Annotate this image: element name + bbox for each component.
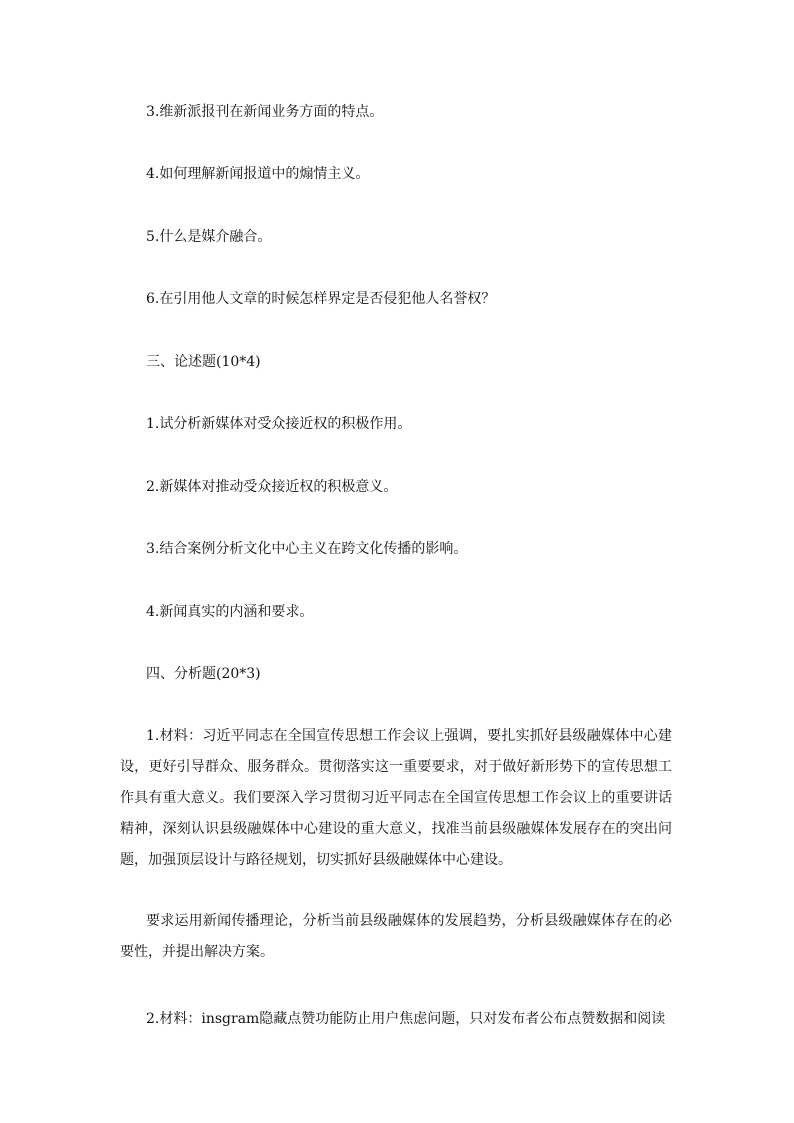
- material-paragraph: 1.材料：习近平同志在全国宣传思想工作会议上强调，要扎实抓好县级融媒体中心建设，更好引导群众、服务群众。贯彻落实这一重要要求，对于做好新形势下的宣传思想工作具有重大意义。我们要深入学习贯彻习近平同志在全国宣传思想工作会议上的重要讲话精神，深刻认识县级融媒体中心建设的重大意义，找准当前县级融媒体发展存在的突出问题，加强顶层设计与路径规划，切实抓好县级融媒体中心建设。: [120, 728, 672, 868]
- question-line: 3.结合案例分析文化中心主义在跨文化传播的影响。: [146, 541, 468, 557]
- question-line: 6.在引用他人文章的时候怎样界定是否侵犯他人名誉权？: [146, 291, 496, 307]
- section-heading: 四、分析题(20*3): [146, 666, 261, 682]
- section-heading: 三、论述题(10*4): [146, 354, 261, 370]
- question-line: 1.试分析新媒体对受众接近权的积极作用。: [146, 416, 412, 432]
- question-line: 4.如何理解新闻报道中的煽情主义。: [146, 166, 370, 182]
- requirement-paragraph: 要求运用新闻传播理论，分析当前县级融媒体的发展趋势，分析县级融媒体存在的必要性，并提出解决方案。: [120, 913, 672, 960]
- question-line: 3.维新派报刊在新闻业务方面的特点。: [146, 104, 384, 120]
- question-line: 5.什么是媒介融合。: [146, 229, 272, 245]
- question-line: 2.新媒体对推动受众接近权的积极意义。: [146, 479, 398, 495]
- question-line: 4.新闻真实的内涵和要求。: [146, 604, 314, 620]
- material-paragraph: 2.材料：insgram隐藏点赞功能防止用户焦虑问题，只对发布者公布点赞数据和阅读: [146, 1011, 666, 1027]
